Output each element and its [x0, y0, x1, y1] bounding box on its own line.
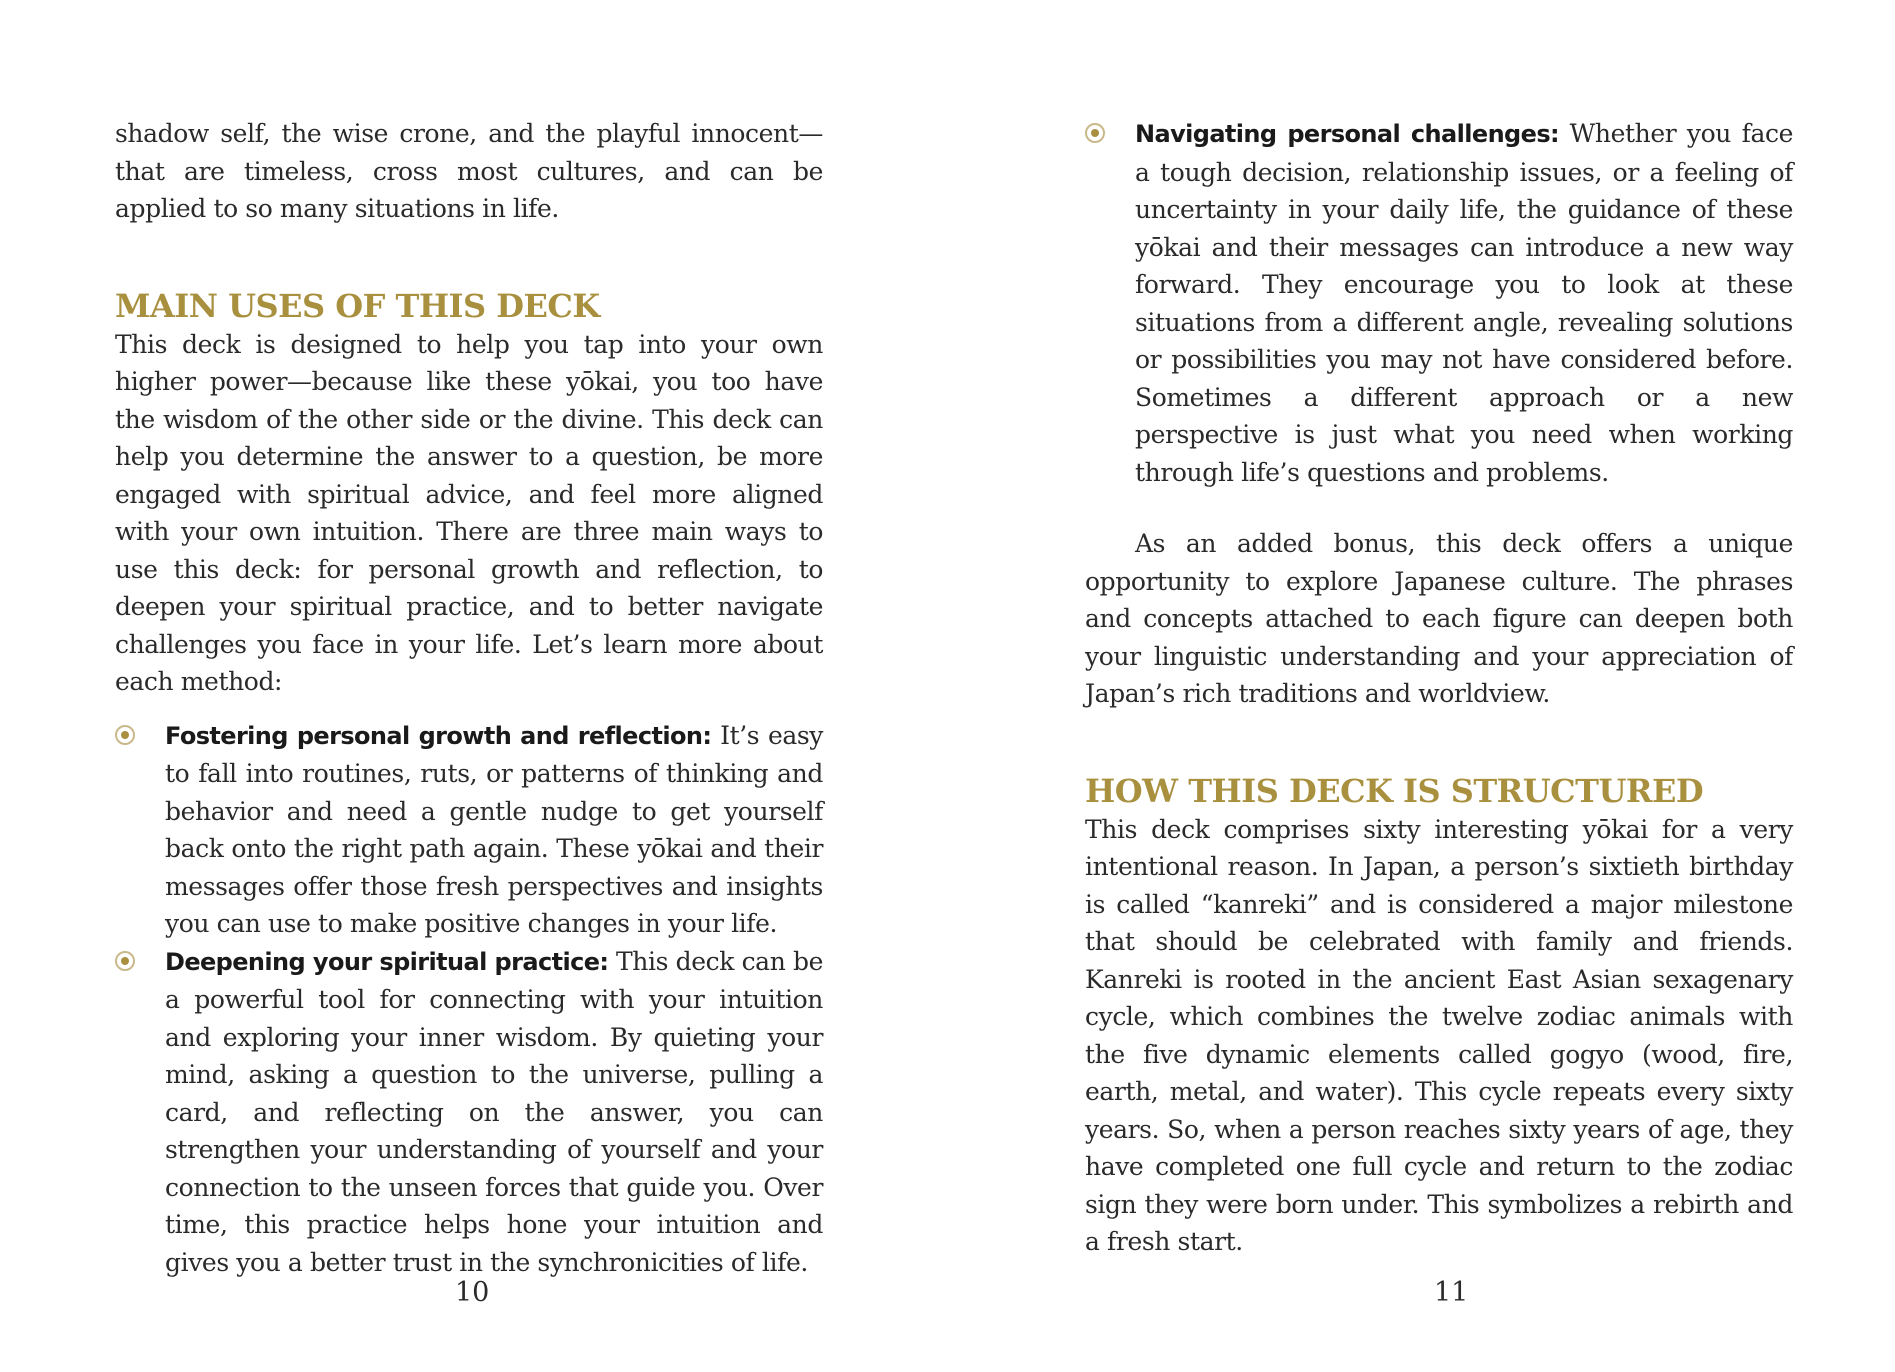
bullet-icon — [1085, 123, 1105, 143]
bullet-text: It’s easy to fall into routines, ruts, or patterns of thinking and behavior and need a gentle nudge to get yourself back onto the right path again. These yōkai and their messages offer those fresh perspectives and insights you can use to make positive changes in your life. — [165, 720, 823, 938]
bullet-item-navigating-challenges — [1085, 115, 1793, 491]
main-uses-paragraph: This deck is designed to help you tap into your own higher power—because like these yōkai, you too have the wisdom of the other side or the divine. This deck can help you determine the answer to a question, be more engaged with spiritual advice, and feel more aligned with your own intuition. There are three main ways to use this deck: for personal growth and reflection, to deepen your spiritual practice, and to better navigate challenges you face in your life. Let’s learn more about each method: — [115, 329, 823, 696]
bullet-lead: Fostering personal growth and reflection: — [165, 721, 712, 750]
bullet-item-personal-growth — [115, 717, 823, 943]
bullet-text: This deck can be a powerful tool for connecting with your intuition and exploring your inner wisdom. By quieting your mind, asking a question to the universe, pulling a card, and reflecting on the answer, you can strengthen your understanding of yourself and your connection to the unseen forces that guide you. Over time, this practice helps hone your intuition and gives you a better trust in the synchronicities of life. — [165, 946, 823, 1277]
bonus-paragraph: As an added bonus, this deck offers a unique opportunity to explore Japanese culture. The phrases and concepts attached to each figure can deepen both your linguistic understanding and your appreciation of Japan’s rich traditions and worldview. — [1085, 529, 1793, 708]
right-page — [947, 0, 1895, 1372]
bullet-paragraph — [165, 717, 823, 943]
left-text-column — [115, 115, 823, 1281]
bullet-icon — [115, 951, 135, 971]
bullet-item-spiritual-practice — [115, 943, 823, 1282]
bullet-paragraph — [165, 943, 823, 1282]
page-number-right: 11 — [1434, 1277, 1469, 1308]
bullet-lead: Deepening your spiritual practice: — [165, 947, 609, 976]
structure-paragraph: This deck comprises sixty interesting yōkai for a very intentional reason. In Japan, a person’s sixtieth birthday is called “kanreki” and is considered a major milestone that should be celebrated with family and friends. Kanreki is rooted in the ancient East Asian sexagenary cycle, which combines the twelve zodiac animals with the five dynamic elements called gogyo (wood, fire, earth, metal, and water). This cycle repeats every sixty years. So, when a person reaches sixty years of age, they have completed one full cycle and return to the zodiac sign they were born under. This symbolizes a rebirth and a fresh start. — [1085, 814, 1793, 1256]
intro-paragraph: shadow self, the wise crone, and the playful innocent—that are timeless, cross most cultures, and can be applied to so many situations in life. — [115, 119, 823, 223]
challenges-bullet-list — [1085, 115, 1793, 491]
bullet-paragraph — [1135, 115, 1793, 491]
bullet-icon — [115, 725, 135, 745]
bullet-lead: Navigating personal challenges: — [1135, 120, 1559, 148]
uses-bullet-list — [115, 717, 823, 1282]
section-heading-main-uses: MAIN USES OF THIS DECK — [115, 286, 600, 325]
left-page — [0, 0, 947, 1372]
bullet-text: Whether you face a tough decision, relationship issues, or a feeling of uncertainty in your daily life, the guidance of these yōkai and their messages can introduce a new way forward. They encourage you to look at these situations from a different angle, revealing solutions or possibilities you may not have considered before. Sometimes a different approach or a new perspective is just what you need when working through life’s questions and problems. — [1135, 119, 1793, 487]
page-number-left: 10 — [455, 1277, 490, 1308]
section-heading-structure: HOW THIS DECK IS STRUCTURED — [1085, 771, 1704, 810]
right-text-column — [1085, 115, 1793, 1261]
